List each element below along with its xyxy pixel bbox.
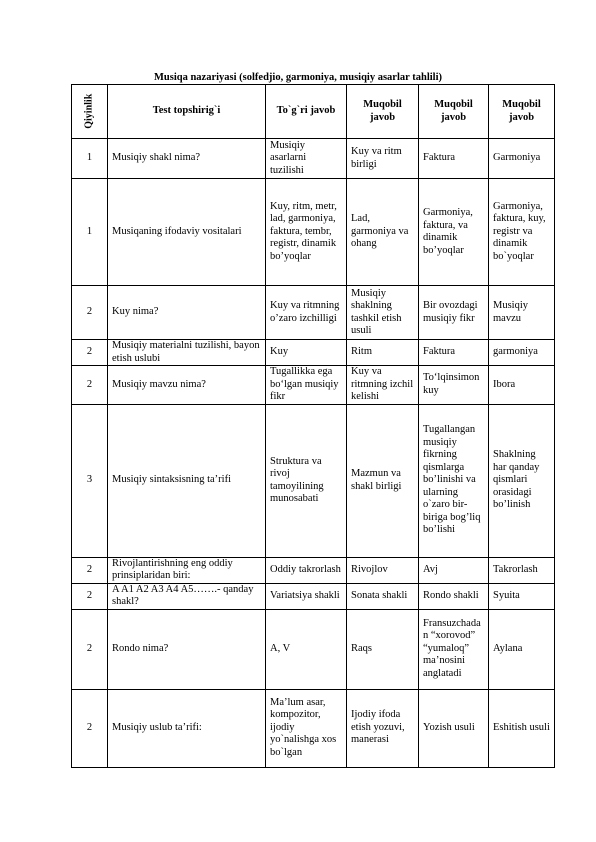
header-alt-answer-2: Muqobil javob xyxy=(419,85,489,139)
cell-correct-answer: Kuy va ritmning o’zaro izchilligi xyxy=(266,286,347,340)
table-row xyxy=(72,340,555,366)
cell-alt-answer-2: Garmoniya, faktura, va dinamik bo’yoqlar xyxy=(419,179,489,286)
table-row xyxy=(72,583,555,609)
cell-alt-answer-3: Garmoniya, faktura, kuy, registr va dinamik bo`yoqlar xyxy=(489,179,555,286)
cell-alt-answer-3: Shaklning har qanday qismlari orasidagi bo’linish xyxy=(489,404,555,557)
cell-difficulty: 2 xyxy=(72,583,108,609)
cell-correct-answer: Variatsiya shakli xyxy=(266,583,347,609)
cell-difficulty: 2 xyxy=(72,286,108,340)
cell-alt-answer-2: Rondo shakli xyxy=(419,583,489,609)
cell-correct-answer: Struktura va rivoj tamoyilining munosabati xyxy=(266,404,347,557)
cell-difficulty: 2 xyxy=(72,366,108,405)
table-row xyxy=(72,286,555,340)
cell-alt-answer-2: Tugallangan musiqiy fikrning qismlarga bo’linishi va ularning o`zaro bir-biriga bog’liq bo’lishi xyxy=(419,404,489,557)
cell-alt-answer-1: Raqs xyxy=(347,609,419,689)
cell-difficulty: 1 xyxy=(72,179,108,286)
header-correct-answer: To`g`ri javob xyxy=(266,85,347,139)
header-question: Test topshirig`i xyxy=(108,85,266,139)
cell-correct-answer: A, V xyxy=(266,609,347,689)
header-row xyxy=(72,85,555,139)
cell-difficulty: 3 xyxy=(72,404,108,557)
cell-alt-answer-2: Faktura xyxy=(419,340,489,366)
cell-difficulty: 1 xyxy=(72,139,108,179)
cell-alt-answer-1: Mazmun va shakl birligi xyxy=(347,404,419,557)
cell-difficulty: 2 xyxy=(72,340,108,366)
cell-question: Musiqiy uslub ta’rifi: xyxy=(108,689,266,767)
cell-difficulty: 2 xyxy=(72,557,108,583)
cell-alt-answer-3: Ibora xyxy=(489,366,555,405)
cell-alt-answer-3: Syuita xyxy=(489,583,555,609)
page-title: Musiqa nazariyasi (solfedjio, garmoniya, musiqiy asarlar tahlili) xyxy=(154,72,442,83)
cell-alt-answer-2: To‘lqinsimon kuy xyxy=(419,366,489,405)
cell-alt-answer-3: Musiqiy mavzu xyxy=(489,286,555,340)
cell-correct-answer: Kuy, ritm, metr, lad, garmoniya, faktura, tembr, registr, dinamik bo’yoqlar xyxy=(266,179,347,286)
cell-alt-answer-1: Lad, garmoniya va ohang xyxy=(347,179,419,286)
cell-alt-answer-1: Sonata shakli xyxy=(347,583,419,609)
header-alt-answer-3: Muqobil javob xyxy=(489,85,555,139)
cell-correct-answer: Tugallikka ega bo‘lgan musiqiy fikr xyxy=(266,366,347,405)
table-row xyxy=(72,609,555,689)
cell-alt-answer-3: Eshitish usuli xyxy=(489,689,555,767)
cell-alt-answer-1: Kuy va ritmning izchil kelishi xyxy=(347,366,419,405)
table-row xyxy=(72,557,555,583)
cell-alt-answer-1: Kuy va ritm birligi xyxy=(347,139,419,179)
cell-question: Rondo nima? xyxy=(108,609,266,689)
header-difficulty: Qiyinlik xyxy=(72,85,108,139)
cell-alt-answer-1: Musiqiy shaklning tashkil etish usuli xyxy=(347,286,419,340)
cell-question: Kuy nima? xyxy=(108,286,266,340)
cell-alt-answer-3: garmoniya xyxy=(489,340,555,366)
cell-alt-answer-2: Yozish usuli xyxy=(419,689,489,767)
cell-alt-answer-2: Avj xyxy=(419,557,489,583)
cell-correct-answer: Kuy xyxy=(266,340,347,366)
cell-alt-answer-1: Rivojlov xyxy=(347,557,419,583)
cell-alt-answer-3: Aylana xyxy=(489,609,555,689)
cell-question: Musiqiy sintaksisning ta’rifi xyxy=(108,404,266,557)
cell-alt-answer-2: Bir ovozdagi musiqiy fikr xyxy=(419,286,489,340)
header-alt-answer-1: Muqobil javob xyxy=(347,85,419,139)
table-row xyxy=(72,689,555,767)
cell-alt-answer-1: Ijodiy ifoda etish yozuvi, manerasi xyxy=(347,689,419,767)
cell-correct-answer: Oddiy takrorlash xyxy=(266,557,347,583)
cell-question: Musiqiy mavzu nima? xyxy=(108,366,266,405)
cell-question: Musiqaning ifodaviy vositalari xyxy=(108,179,266,286)
cell-question: Musiqiy shakl nima? xyxy=(108,139,266,179)
table-row xyxy=(72,404,555,557)
cell-alt-answer-1: Ritm xyxy=(347,340,419,366)
cell-alt-answer-2: Fransuzchadan “xorovod” “yumaloq” ma’nosini anglatadi xyxy=(419,609,489,689)
table-row xyxy=(72,366,555,405)
cell-difficulty: 2 xyxy=(72,689,108,767)
cell-correct-answer: Ma’lum asar, kompozitor, ijodiy yo`nalishga xos bo`lgan xyxy=(266,689,347,767)
cell-difficulty: 2 xyxy=(72,609,108,689)
cell-question: Musiqiy materialni tuzilishi, bayon etish uslubi xyxy=(108,340,266,366)
cell-alt-answer-3: Garmoniya xyxy=(489,139,555,179)
cell-question: Rivojlantirishning eng oddiy prinsiplaridan biri: xyxy=(108,557,266,583)
cell-alt-answer-3: Takrorlash xyxy=(489,557,555,583)
test-table xyxy=(71,84,555,768)
table-row xyxy=(72,179,555,286)
table-row xyxy=(72,139,555,179)
cell-correct-answer: Musiqiy asarlarni tuzilishi xyxy=(266,139,347,179)
cell-question: A A1 A2 A3 A4 A5…….- qanday shakl? xyxy=(108,583,266,609)
cell-alt-answer-2: Faktura xyxy=(419,139,489,179)
